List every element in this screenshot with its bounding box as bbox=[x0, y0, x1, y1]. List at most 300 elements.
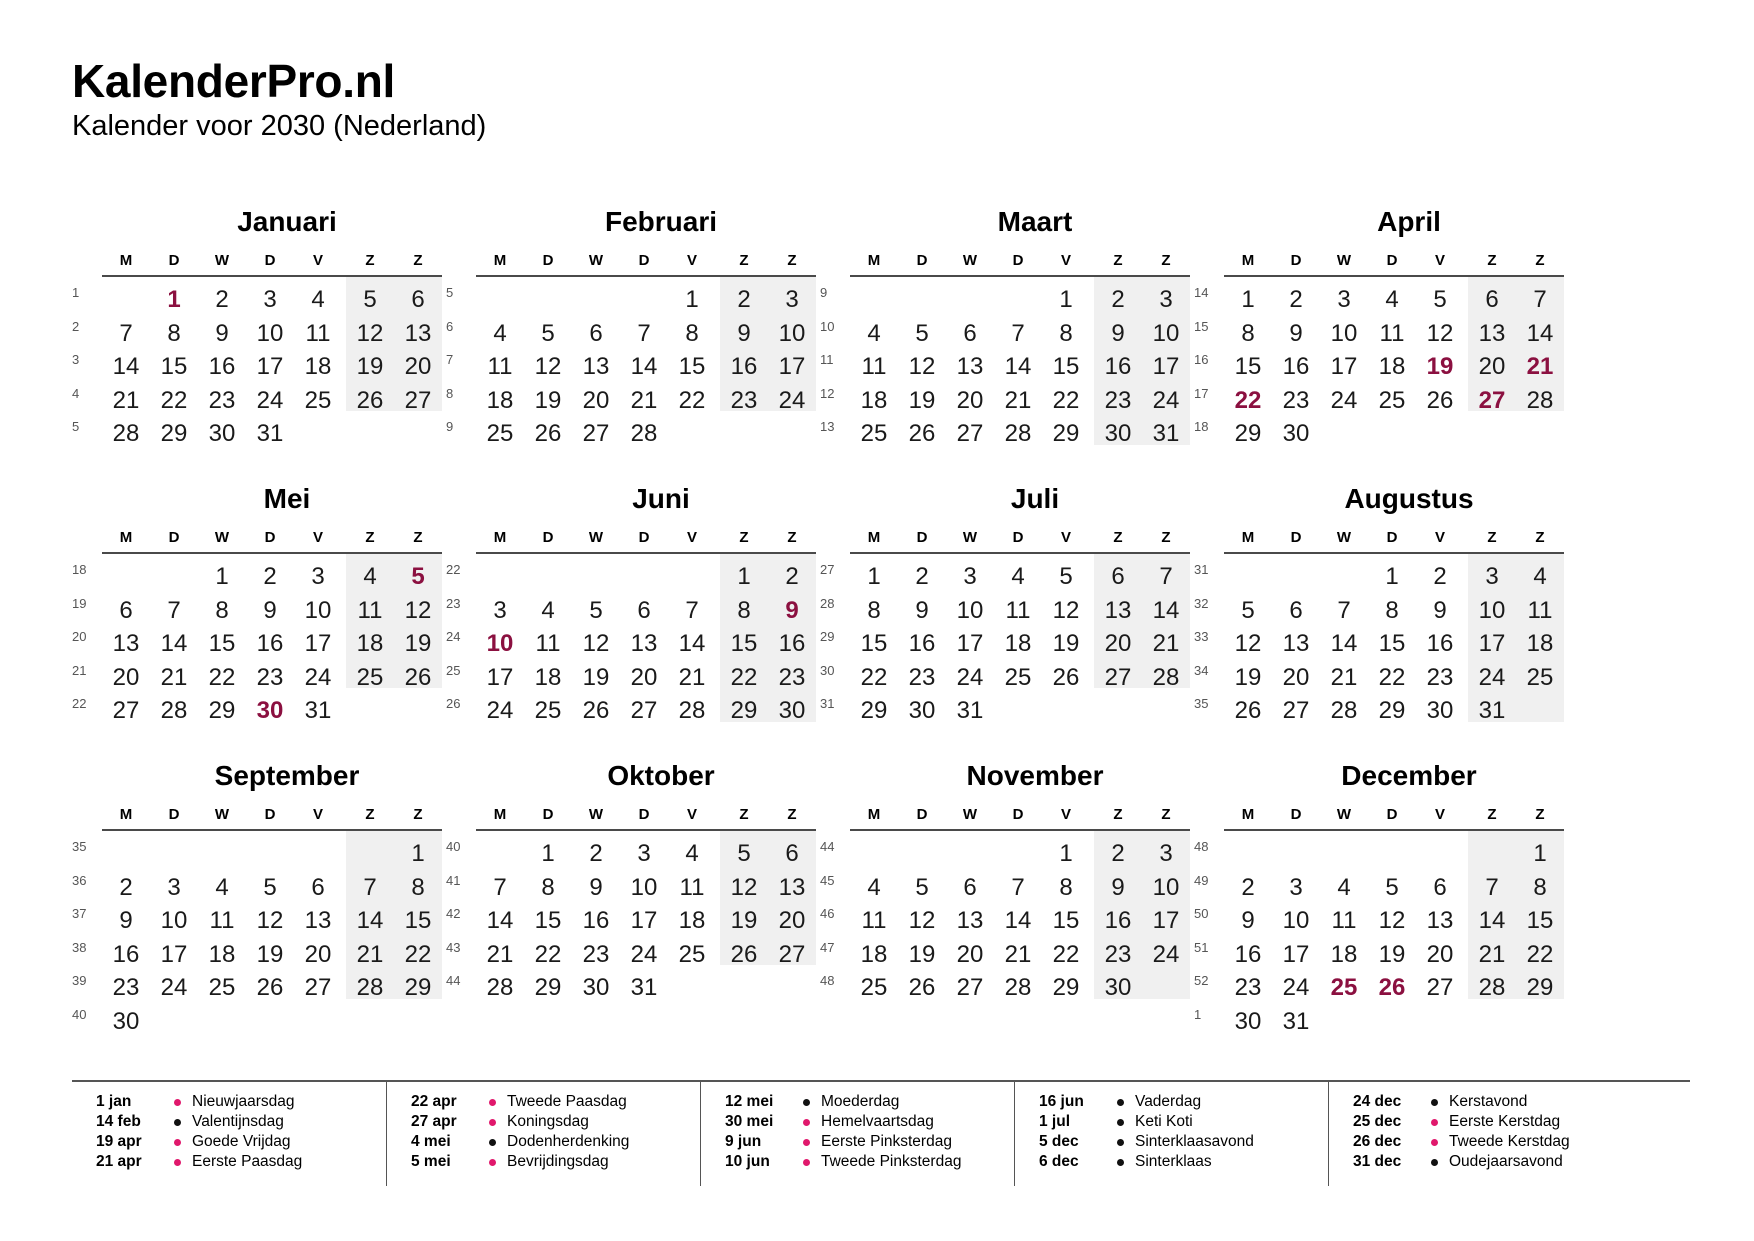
day-cell: 18 bbox=[486, 386, 514, 414]
weekday-label: D bbox=[916, 252, 928, 269]
day-cell: 15 bbox=[534, 907, 562, 934]
weekday-header bbox=[1224, 529, 1564, 549]
day-cell: 9 bbox=[1111, 873, 1125, 901]
day-cell: 12 bbox=[1234, 630, 1262, 657]
weekday-label: V bbox=[1434, 806, 1445, 823]
weekday-label: M bbox=[119, 252, 133, 269]
day-cell: 5 bbox=[1385, 873, 1399, 901]
day-cell: 15 bbox=[860, 630, 888, 657]
day-cell: 14 bbox=[1152, 596, 1180, 624]
weekday-underline bbox=[850, 552, 1190, 554]
day-cell: 13 bbox=[1282, 630, 1310, 657]
day-cell: 5 bbox=[1059, 563, 1073, 590]
day-cell: 13 bbox=[582, 353, 610, 380]
week-number: 7 bbox=[446, 352, 454, 367]
day-cell: 12 bbox=[908, 353, 936, 380]
day-cell: 15 bbox=[1526, 907, 1554, 934]
day-cell: 19 bbox=[1378, 940, 1406, 968]
day-cell: 20 bbox=[1282, 663, 1310, 691]
day-cell: 16 bbox=[1104, 353, 1132, 380]
weekday-label: M bbox=[1241, 806, 1255, 823]
weekday-label: D bbox=[542, 529, 554, 546]
day-cell: 14 bbox=[160, 630, 188, 657]
day-cell: 12 bbox=[356, 319, 384, 347]
day-cell: 13 bbox=[404, 319, 432, 347]
observance-dot-icon bbox=[1117, 1159, 1124, 1166]
weekday-label: D bbox=[168, 252, 180, 269]
weekday-header bbox=[102, 529, 442, 549]
day-cell: 9 bbox=[589, 873, 603, 901]
day-cell: 6 bbox=[311, 873, 325, 901]
holiday-name: Tweede Pinksterdag bbox=[821, 1153, 962, 1170]
day-cell: 6 bbox=[1485, 286, 1499, 313]
week-number: 42 bbox=[446, 906, 461, 921]
day-cell: 8 bbox=[1385, 596, 1399, 624]
day-cell: 13 bbox=[112, 630, 140, 657]
holiday-date: 14 feb bbox=[96, 1113, 141, 1130]
day-cell: 11 bbox=[1379, 319, 1405, 347]
holiday-name: Sinterklaasavond bbox=[1135, 1133, 1254, 1150]
day-cell: 19 bbox=[1052, 630, 1080, 657]
weekday-label: D bbox=[168, 529, 180, 546]
holiday-name: Dodenherdenking bbox=[507, 1133, 630, 1150]
day-cell: 7 bbox=[167, 596, 181, 624]
national-holiday-dot-icon bbox=[489, 1099, 496, 1106]
day-cell: 2 bbox=[215, 286, 229, 313]
week-number: 47 bbox=[820, 939, 835, 955]
day-cell: 19 bbox=[256, 940, 284, 968]
day-cell: 8 bbox=[685, 319, 699, 347]
day-cell: 28 bbox=[1004, 420, 1032, 447]
week-number: 35 bbox=[1194, 696, 1209, 711]
day-cell: 25 bbox=[208, 974, 236, 1001]
weekday-label: D bbox=[1012, 252, 1024, 269]
day-cell: 24 bbox=[630, 940, 658, 968]
weekday-label: W bbox=[962, 806, 978, 823]
day-cell: 31 bbox=[1282, 1007, 1310, 1035]
day-cell: 9 bbox=[1289, 319, 1303, 347]
day-cell: 12 bbox=[582, 630, 610, 657]
day-cell: 17 bbox=[1330, 353, 1358, 380]
weekday-label: D bbox=[638, 529, 650, 546]
observance-dot-icon bbox=[489, 1139, 496, 1146]
day-cell: 24 bbox=[1330, 386, 1358, 414]
weekday-label: Z bbox=[413, 806, 423, 823]
weekday-underline bbox=[1224, 829, 1564, 831]
day-cell: 28 bbox=[630, 420, 658, 447]
month-name: November bbox=[966, 760, 1104, 791]
day-cell: 26 bbox=[534, 420, 562, 447]
day-cell: 8 bbox=[541, 873, 555, 901]
day-cell: 23 bbox=[582, 940, 610, 968]
day-cell: 27 bbox=[630, 697, 658, 724]
national-holiday-dot-icon bbox=[489, 1159, 496, 1166]
day-cell: 30 bbox=[1104, 420, 1132, 447]
day-cell: 2 bbox=[589, 840, 603, 867]
day-cell: 22 bbox=[860, 663, 888, 691]
day-cell: 28 bbox=[160, 697, 188, 724]
holiday-date: 9 jun bbox=[725, 1133, 762, 1150]
day-cell: 18 bbox=[860, 940, 888, 968]
week-number: 31 bbox=[1194, 562, 1209, 577]
day-cell: 27 bbox=[304, 974, 332, 1001]
week-number: 16 bbox=[1194, 352, 1209, 367]
week-number: 23 bbox=[446, 595, 461, 611]
day-cell: 11 bbox=[305, 319, 331, 347]
day-cell: 20 bbox=[1104, 630, 1132, 657]
day-cell: 27 bbox=[778, 940, 806, 968]
day-cell: 24 bbox=[256, 386, 284, 414]
weekday-label: D bbox=[638, 252, 650, 269]
weekday-label: Z bbox=[1487, 806, 1497, 823]
holiday-column bbox=[1328, 1082, 1643, 1186]
day-cell: 22 bbox=[160, 386, 188, 414]
week-number: 21 bbox=[72, 662, 87, 678]
month-november bbox=[820, 762, 1220, 1022]
week-number: 41 bbox=[446, 872, 461, 888]
day-cell: 23 bbox=[1234, 974, 1262, 1001]
day-cell: 12 bbox=[1378, 907, 1406, 934]
day-cell: 4 bbox=[867, 873, 881, 901]
day-cell: 19 bbox=[356, 353, 384, 380]
month-september bbox=[72, 760, 472, 1035]
day-cell: 13 bbox=[1426, 907, 1454, 934]
holiday-name: Hemelvaartsdag bbox=[821, 1113, 934, 1130]
day-cell: 11 bbox=[679, 873, 705, 901]
holiday-day: 25 bbox=[1330, 974, 1358, 1001]
day-cell: 29 bbox=[1526, 974, 1554, 1001]
holiday-date: 19 apr bbox=[96, 1133, 142, 1150]
day-cell: 26 bbox=[1052, 663, 1080, 691]
day-cell: 17 bbox=[1152, 907, 1180, 934]
holiday-column bbox=[700, 1082, 1015, 1186]
day-cell: 25 bbox=[356, 663, 384, 691]
day-cell: 29 bbox=[534, 974, 562, 1001]
day-cell: 29 bbox=[730, 697, 758, 724]
day-cell: 21 bbox=[1004, 940, 1032, 968]
day-cell: 23 bbox=[1426, 663, 1454, 691]
day-cell: 18 bbox=[678, 907, 706, 934]
day-cell: 13 bbox=[956, 907, 984, 934]
day-cell: 22 bbox=[678, 386, 706, 414]
day-cell: 20 bbox=[778, 907, 806, 934]
weekday-underline bbox=[102, 552, 442, 554]
weekday-label: D bbox=[916, 529, 928, 546]
day-cell: 8 bbox=[1241, 319, 1255, 347]
day-cell: 3 bbox=[1289, 873, 1303, 901]
day-cell: 20 bbox=[404, 353, 432, 380]
holiday-date: 1 jan bbox=[96, 1093, 132, 1110]
weekday-label: D bbox=[168, 806, 180, 823]
day-cell: 24 bbox=[956, 663, 984, 691]
holiday-day: 19 bbox=[1426, 353, 1454, 380]
day-cell: 7 bbox=[363, 873, 377, 901]
day-cell: 30 bbox=[1234, 1007, 1262, 1035]
day-cell: 17 bbox=[256, 353, 284, 380]
day-cell: 23 bbox=[208, 386, 236, 414]
day-cell: 13 bbox=[956, 353, 984, 380]
holiday-day: 1 bbox=[167, 286, 181, 313]
weekday-label: D bbox=[916, 806, 928, 823]
day-cell: 25 bbox=[678, 940, 706, 968]
day-cell: 17 bbox=[1478, 630, 1506, 657]
day-cell: 5 bbox=[737, 840, 751, 867]
weekday-label: W bbox=[1336, 806, 1352, 823]
weekday-label: M bbox=[493, 529, 507, 546]
week-number: 32 bbox=[1194, 595, 1209, 611]
day-cell: 7 bbox=[1533, 286, 1547, 313]
weekday-underline bbox=[102, 275, 442, 277]
holiday-date: 27 apr bbox=[411, 1113, 457, 1130]
holiday-day: 27 bbox=[1478, 386, 1506, 414]
holiday-date: 31 dec bbox=[1353, 1153, 1402, 1170]
day-cell: 2 bbox=[1241, 873, 1255, 901]
weekday-label: D bbox=[1386, 529, 1398, 546]
weekday-label: Z bbox=[413, 252, 423, 269]
weekday-label: Z bbox=[1161, 806, 1171, 823]
weekday-underline bbox=[850, 829, 1190, 831]
day-cell: 23 bbox=[112, 974, 140, 1001]
day-cell: 18 bbox=[534, 663, 562, 691]
week-number: 6 bbox=[446, 318, 454, 334]
day-cell: 15 bbox=[1234, 353, 1262, 380]
week-number: 44 bbox=[446, 973, 461, 988]
day-cell: 9 bbox=[215, 319, 229, 347]
day-cell: 10 bbox=[1478, 596, 1506, 624]
day-cell: 9 bbox=[1241, 907, 1255, 934]
holiday-date: 24 dec bbox=[1353, 1093, 1402, 1110]
week-number: 37 bbox=[72, 906, 87, 921]
day-cell: 7 bbox=[119, 319, 133, 347]
day-cell: 16 bbox=[1234, 940, 1262, 968]
day-cell: 21 bbox=[1152, 630, 1180, 657]
week-number: 39 bbox=[72, 973, 87, 988]
week-number: 24 bbox=[446, 629, 461, 644]
holiday-name: Eerste Kerstdag bbox=[1449, 1113, 1561, 1130]
day-cell: 16 bbox=[112, 940, 140, 968]
day-cell: 1 bbox=[411, 840, 425, 867]
day-cell: 16 bbox=[730, 353, 758, 380]
week-number: 15 bbox=[1194, 318, 1209, 334]
day-cell: 12 bbox=[908, 907, 936, 934]
month-name: Januari bbox=[237, 206, 337, 237]
day-cell: 4 bbox=[363, 563, 377, 590]
day-cell: 8 bbox=[1059, 873, 1073, 901]
day-cell: 15 bbox=[1052, 353, 1080, 380]
holiday-date: 10 jun bbox=[725, 1153, 770, 1170]
day-cell: 26 bbox=[1426, 386, 1454, 414]
day-cell: 9 bbox=[737, 319, 751, 347]
day-cell: 2 bbox=[119, 873, 133, 901]
weekday-label: Z bbox=[1161, 529, 1171, 546]
day-cell: 4 bbox=[311, 286, 325, 313]
day-cell: 20 bbox=[1426, 940, 1454, 968]
weekday-label: Z bbox=[1487, 529, 1497, 546]
day-cell: 17 bbox=[630, 907, 658, 934]
week-number: 40 bbox=[72, 1006, 87, 1022]
day-cell: 26 bbox=[404, 663, 432, 691]
day-cell: 5 bbox=[1241, 596, 1255, 624]
weekday-label: M bbox=[1241, 252, 1255, 269]
day-cell: 27 bbox=[956, 420, 984, 447]
weekday-label: Z bbox=[1535, 806, 1545, 823]
observance-dot-icon bbox=[803, 1099, 810, 1106]
day-cell: 7 bbox=[1485, 873, 1499, 901]
day-cell: 18 bbox=[1526, 630, 1554, 657]
day-cell: 22 bbox=[1378, 663, 1406, 691]
day-cell: 27 bbox=[112, 697, 140, 724]
holiday-date: 16 jun bbox=[1039, 1093, 1084, 1110]
day-cell: 3 bbox=[1159, 286, 1173, 313]
week-number: 38 bbox=[72, 939, 87, 955]
day-cell: 16 bbox=[778, 630, 806, 657]
weekday-label: Z bbox=[413, 529, 423, 546]
day-cell: 1 bbox=[1059, 840, 1073, 867]
day-cell: 19 bbox=[534, 386, 562, 414]
day-cell: 30 bbox=[778, 697, 806, 724]
weekday-header bbox=[476, 529, 816, 549]
day-cell: 16 bbox=[208, 353, 236, 380]
day-cell: 1 bbox=[867, 563, 881, 590]
day-cell: 19 bbox=[1234, 663, 1262, 691]
week-number: 26 bbox=[446, 696, 461, 711]
week-number: 29 bbox=[820, 629, 835, 644]
day-cell: 3 bbox=[167, 873, 181, 901]
day-cell: 10 bbox=[778, 319, 806, 347]
day-cell: 30 bbox=[582, 974, 610, 1001]
holiday-date: 4 mei bbox=[411, 1133, 451, 1150]
day-cell: 18 bbox=[208, 940, 236, 968]
day-cell: 15 bbox=[160, 353, 188, 380]
day-cell: 17 bbox=[160, 940, 188, 968]
day-cell: 23 bbox=[908, 663, 936, 691]
day-cell: 4 bbox=[215, 873, 229, 901]
weekday-label: Z bbox=[1113, 529, 1123, 546]
day-cell: 31 bbox=[304, 697, 332, 724]
month-oktober bbox=[446, 762, 846, 1022]
day-cell: 14 bbox=[1478, 907, 1506, 934]
week-number: 9 bbox=[446, 419, 454, 434]
day-cell: 24 bbox=[1152, 386, 1180, 414]
day-cell: 17 bbox=[304, 630, 332, 657]
day-cell: 12 bbox=[534, 353, 562, 380]
observance-dot-icon bbox=[1117, 1099, 1124, 1106]
week-number: 10 bbox=[820, 318, 835, 334]
month-name: Augustus bbox=[1344, 483, 1474, 514]
day-cell: 11 bbox=[487, 353, 513, 380]
holiday-day: 30 bbox=[256, 697, 284, 724]
day-cell: 10 bbox=[1152, 319, 1180, 347]
day-cell: 4 bbox=[1011, 563, 1025, 590]
weekday-label: D bbox=[1386, 252, 1398, 269]
day-cell: 11 bbox=[861, 353, 887, 380]
holiday-name: Valentijnsdag bbox=[192, 1113, 284, 1130]
day-cell: 7 bbox=[1337, 596, 1351, 624]
weekday-underline bbox=[476, 552, 816, 554]
weekday-label: V bbox=[312, 252, 323, 269]
day-cell: 7 bbox=[685, 596, 699, 624]
month-name: Juni bbox=[632, 483, 690, 514]
week-number: 9 bbox=[820, 285, 828, 300]
day-cell: 30 bbox=[1426, 697, 1454, 724]
day-cell: 15 bbox=[1378, 630, 1406, 657]
day-cell: 20 bbox=[1478, 353, 1506, 380]
week-number: 36 bbox=[72, 872, 87, 888]
day-cell: 1 bbox=[685, 286, 699, 313]
week-number: 5 bbox=[72, 419, 80, 434]
month-december bbox=[1194, 760, 1594, 1035]
day-cell: 29 bbox=[1052, 974, 1080, 1001]
day-cell: 31 bbox=[1152, 420, 1180, 447]
day-cell: 8 bbox=[737, 596, 751, 624]
day-cell: 16 bbox=[1104, 907, 1132, 934]
day-cell: 10 bbox=[1152, 873, 1180, 901]
day-cell: 6 bbox=[963, 873, 977, 901]
day-cell: 19 bbox=[730, 907, 758, 934]
day-cell: 4 bbox=[1385, 286, 1399, 313]
day-cell: 14 bbox=[678, 630, 706, 657]
national-holiday-dot-icon bbox=[174, 1099, 181, 1106]
observance-dot-icon bbox=[1117, 1139, 1124, 1146]
weekday-underline bbox=[476, 829, 816, 831]
day-cell: 26 bbox=[582, 697, 610, 724]
weekday-header bbox=[476, 252, 816, 272]
weekday-label: W bbox=[588, 529, 604, 546]
day-cell: 2 bbox=[737, 286, 751, 313]
day-cell: 2 bbox=[1111, 286, 1125, 313]
week-number: 19 bbox=[72, 595, 87, 611]
weekday-underline bbox=[102, 829, 442, 831]
day-cell: 2 bbox=[1289, 286, 1303, 313]
day-cell: 14 bbox=[1526, 319, 1554, 347]
day-cell: 14 bbox=[1330, 630, 1358, 657]
day-cell: 23 bbox=[778, 663, 806, 691]
weekday-underline bbox=[1224, 552, 1564, 554]
day-cell: 10 bbox=[160, 907, 188, 934]
weekday-label: W bbox=[214, 529, 230, 546]
week-number: 28 bbox=[820, 595, 835, 611]
day-cell: 19 bbox=[404, 630, 432, 657]
holiday-name: Eerste Pinksterdag bbox=[821, 1133, 952, 1150]
day-cell: 5 bbox=[363, 286, 377, 313]
month-januari bbox=[72, 208, 472, 468]
week-number: 11 bbox=[820, 352, 834, 367]
day-cell: 9 bbox=[263, 596, 277, 624]
weekday-underline bbox=[1224, 275, 1564, 277]
day-cell: 3 bbox=[1159, 840, 1173, 867]
month-name: December bbox=[1341, 760, 1477, 791]
weekday-label: W bbox=[962, 252, 978, 269]
week-number: 13 bbox=[820, 419, 835, 434]
day-cell: 2 bbox=[263, 563, 277, 590]
day-cell: 24 bbox=[1478, 663, 1506, 691]
day-cell: 23 bbox=[1104, 386, 1132, 414]
weekday-label: V bbox=[686, 529, 697, 546]
day-cell: 16 bbox=[1426, 630, 1454, 657]
day-cell: 29 bbox=[1378, 697, 1406, 724]
day-cell: 26 bbox=[730, 940, 758, 968]
day-cell: 28 bbox=[486, 974, 514, 1001]
day-cell: 21 bbox=[112, 386, 140, 414]
day-cell: 6 bbox=[637, 596, 651, 624]
day-cell: 27 bbox=[956, 974, 984, 1001]
day-cell: 14 bbox=[1004, 907, 1032, 934]
day-cell: 21 bbox=[160, 663, 188, 691]
national-holiday-dot-icon bbox=[803, 1159, 810, 1166]
week-number: 12 bbox=[820, 385, 835, 401]
day-cell: 12 bbox=[256, 907, 284, 934]
national-holiday-dot-icon bbox=[1431, 1119, 1438, 1126]
